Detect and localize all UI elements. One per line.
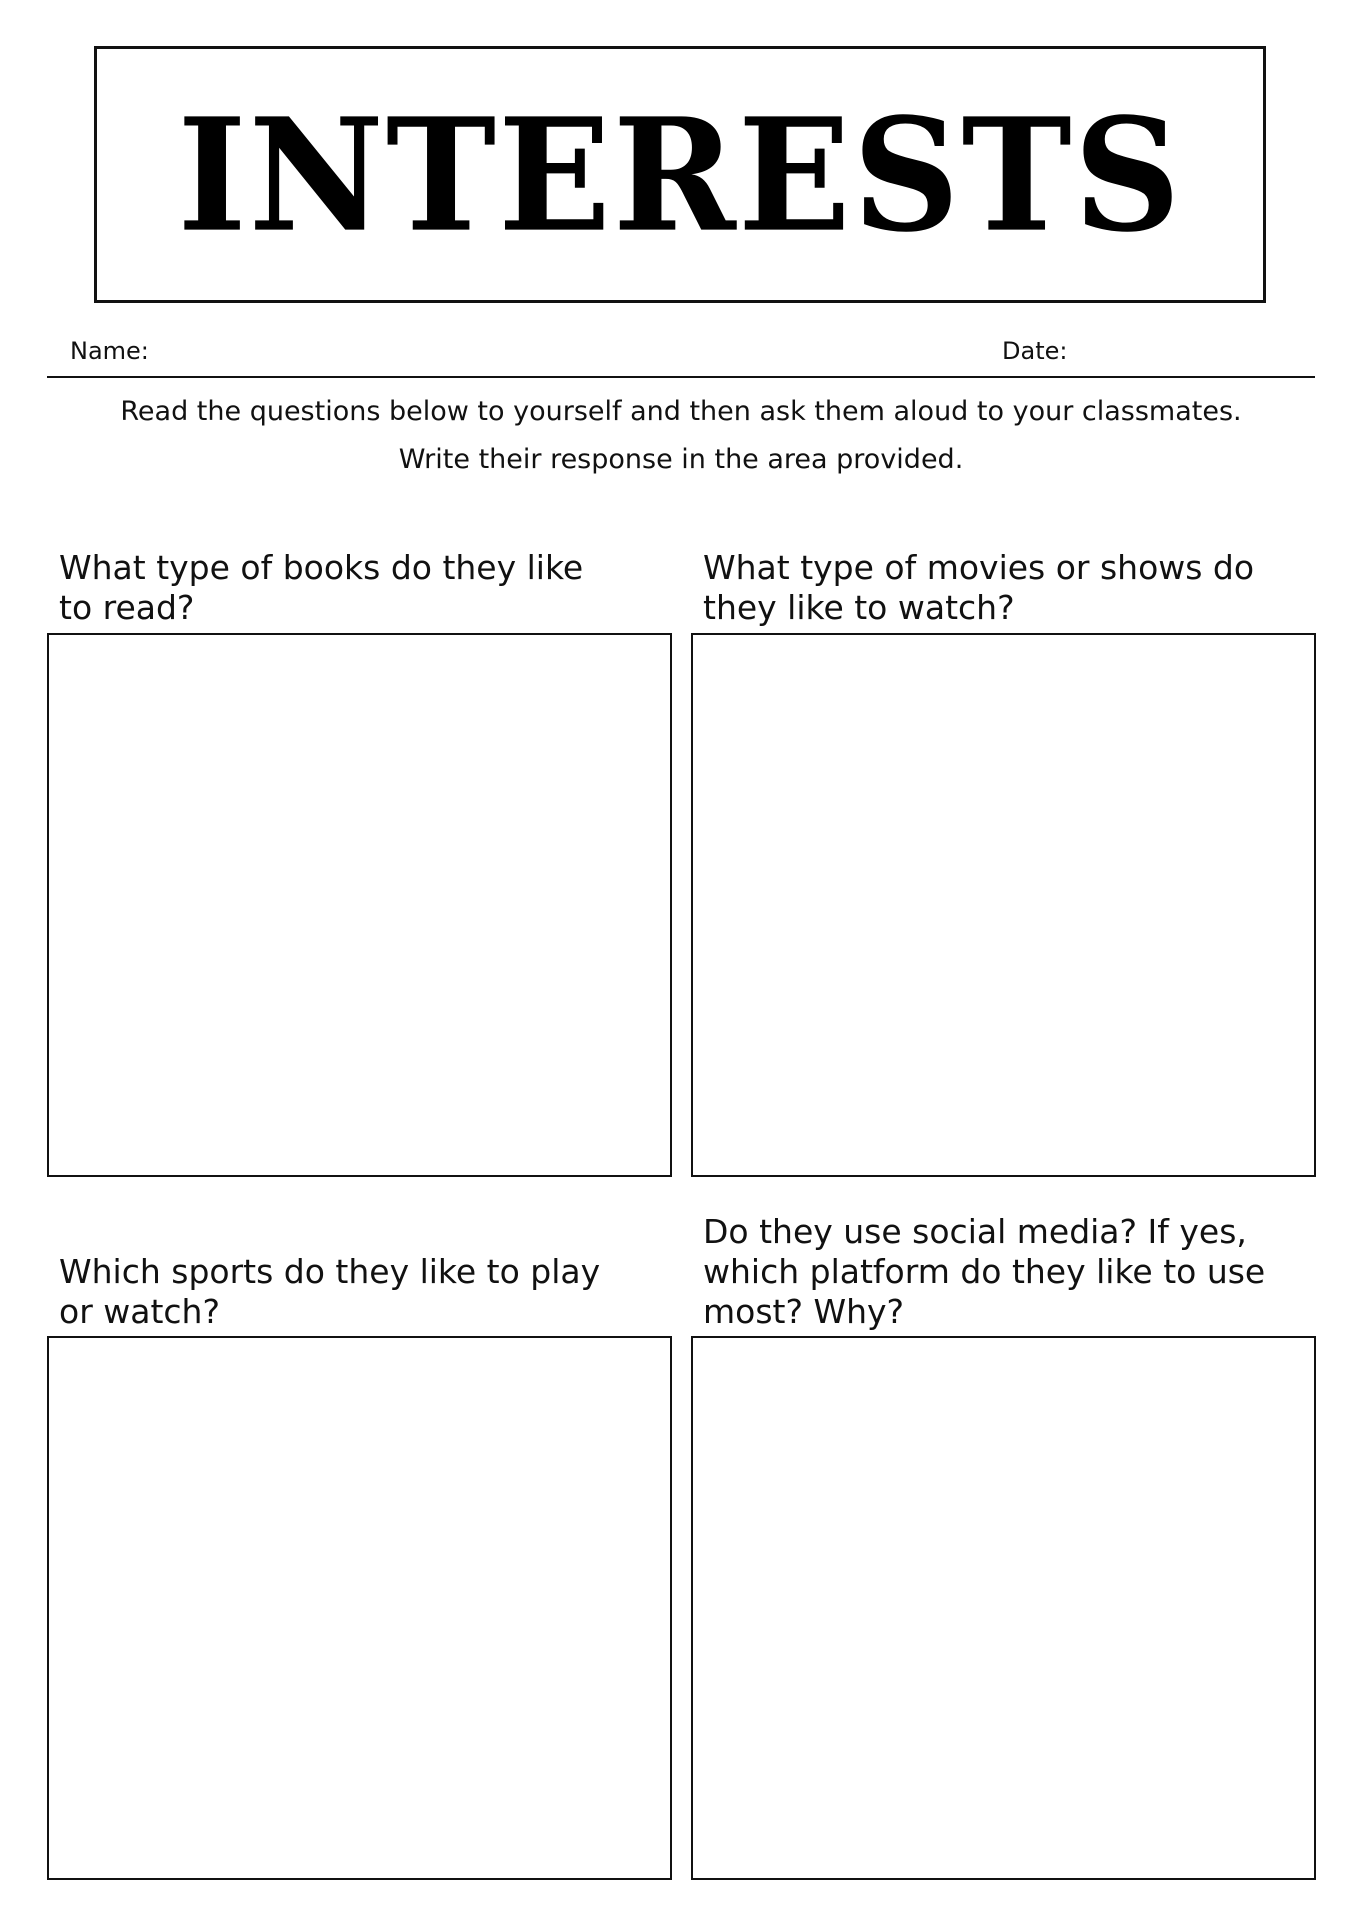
answer-box-sports[interactable] (47, 1336, 672, 1880)
instructions-line-1: Read the questions below to yourself and then ask them aloud to your classmates. (120, 396, 1242, 427)
question-line: What type of movies or shows do (703, 548, 1255, 587)
instructions-line-2: Write their response in the area provided. (398, 444, 964, 475)
title-box (94, 46, 1266, 303)
name-label: Name: (70, 337, 149, 365)
question-line: which platform do they like to use (703, 1252, 1266, 1291)
instructions (47, 388, 1315, 484)
question-line: What type of books do they like (59, 548, 584, 587)
question-books (59, 548, 659, 628)
question-line: they like to watch? (703, 588, 1015, 627)
question-line: Which sports do they like to play (59, 1252, 601, 1291)
question-sports (59, 1252, 659, 1332)
question-line: or watch? (59, 1292, 220, 1331)
question-social-media (703, 1212, 1303, 1332)
question-line: to read? (59, 588, 195, 627)
answer-box-movies[interactable] (691, 633, 1316, 1177)
question-line: Do they use social media? If yes, (703, 1212, 1247, 1251)
header-divider (47, 376, 1315, 378)
page-title: INTERESTS (177, 83, 1183, 266)
question-line: most? Why? (703, 1292, 905, 1331)
date-label: Date: (1002, 337, 1068, 365)
answer-box-books[interactable] (47, 633, 672, 1177)
answer-box-social-media[interactable] (691, 1336, 1316, 1880)
question-movies (703, 548, 1303, 628)
